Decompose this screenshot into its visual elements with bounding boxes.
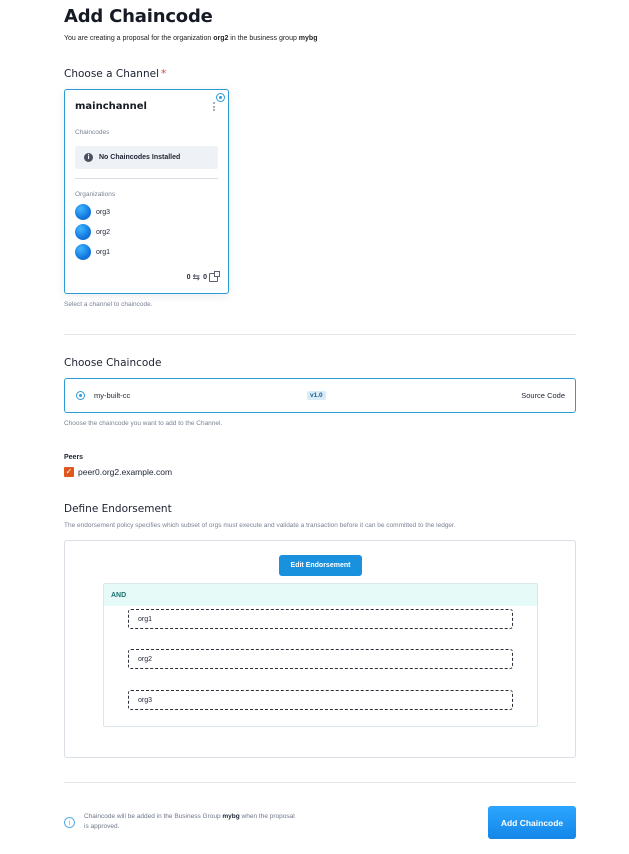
peer-checkbox[interactable]: ✓ <box>65 467 73 476</box>
endorsement-panel <box>64 540 576 758</box>
no-chaincodes-notice <box>75 146 218 169</box>
page-subtitle <box>64 35 317 42</box>
section-divider <box>64 782 576 783</box>
endorsement-policy-tree <box>103 583 538 727</box>
org-item <box>75 204 110 220</box>
channel-hint: Select a channel to chaincode. <box>64 301 153 308</box>
channel-name: mainchannel <box>75 101 147 112</box>
edit-endorsement-button[interactable]: Edit Endorsement <box>279 555 362 576</box>
note-group: mybg <box>222 813 240 820</box>
info-icon: i <box>84 153 93 162</box>
section-divider <box>64 334 576 335</box>
approval-note <box>64 812 299 832</box>
org-avatar <box>75 224 91 240</box>
endorsement-description: The endorsement policy specifies which subset of orgs must execute and validate a transaction before it can be committed to the ledger. <box>64 522 456 529</box>
peers-label: Peers <box>64 454 84 461</box>
org-name: org3 <box>96 208 111 216</box>
package-icon <box>209 273 218 282</box>
transfer-count: 0 <box>186 274 191 281</box>
chaincode-option-my-built-cc[interactable] <box>64 378 576 413</box>
peer-item[interactable] <box>64 467 172 477</box>
version-badge: v1.0 <box>307 391 326 400</box>
policy-org-item: org2 <box>128 649 513 669</box>
policy-org-item: org1 <box>128 609 513 629</box>
required-mark: * <box>160 68 167 80</box>
chaincodes-label: Chaincodes <box>75 129 110 136</box>
org-name: org2 <box>96 228 111 236</box>
channel-heading-text: Choose a Channel <box>64 68 159 80</box>
subtitle-prefix: You are creating a proposal for the organization <box>64 35 214 42</box>
chaincode-heading: Choose Chaincode <box>64 357 162 369</box>
note-suffix: when the proposal is approved. <box>84 813 295 830</box>
organizations-label: Organizations <box>75 191 116 198</box>
channel-heading <box>64 68 166 80</box>
org-item <box>75 244 110 260</box>
org-item <box>75 224 110 240</box>
org-name: org1 <box>96 248 111 256</box>
policy-org-item: org3 <box>128 690 513 710</box>
org-avatar <box>75 244 91 260</box>
no-chaincodes-text: No Chaincodes Installed <box>99 154 181 161</box>
chaincode-name: my-built-cc <box>94 391 131 400</box>
selected-radio-icon <box>76 391 85 400</box>
approval-note-text <box>84 812 299 832</box>
org-avatar <box>75 204 91 220</box>
policy-operator: AND <box>104 584 537 606</box>
channel-card-mainchannel[interactable] <box>64 89 229 294</box>
card-footer-stats <box>187 272 218 283</box>
selected-radio-icon <box>216 93 225 102</box>
source-code-label: Source Code <box>521 391 565 400</box>
chaincode-hint: Choose the chaincode you want to add to the Channel. <box>64 420 223 427</box>
note-prefix: Chaincode will be added in the Business Group <box>84 813 223 820</box>
subtitle-middle: in the business group <box>228 35 299 42</box>
package-count: 0 <box>203 274 207 281</box>
subtitle-org: org2 <box>213 35 229 42</box>
page-title: Add Chaincode <box>64 6 213 27</box>
card-divider <box>75 178 218 179</box>
endorsement-heading: Define Endorsement <box>64 503 172 515</box>
info-icon: i <box>64 817 75 828</box>
subtitle-group: mybg <box>298 35 318 42</box>
add-chaincode-button[interactable]: Add Chaincode <box>488 806 576 839</box>
more-vertical-icon[interactable] <box>212 102 215 111</box>
peer-name: peer0.org2.example.com <box>78 467 173 477</box>
transfer-icon: ⇆ <box>192 272 201 282</box>
